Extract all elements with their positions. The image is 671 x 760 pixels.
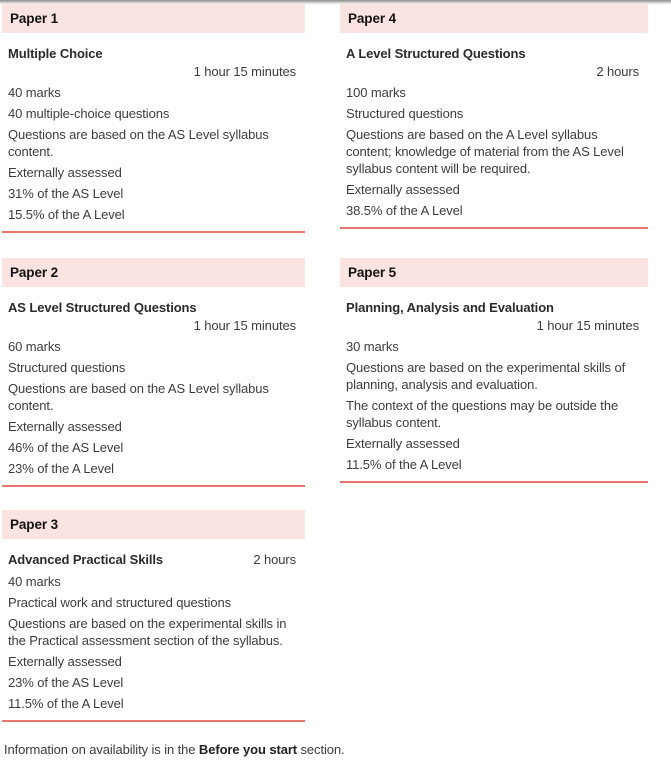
paper-detail-line: 31% of the AS Level xyxy=(8,186,124,201)
paper-detail-line: Questions are based on the experimental skills of planning, analysis and evaluation. xyxy=(346,360,626,392)
papers-grid xyxy=(2,4,648,722)
paper-detail-line: 11.5% of the A Level xyxy=(8,696,124,711)
paper-detail-line: Externally assessed xyxy=(8,419,122,434)
paper-detail-line: Questions are based on the A Level syllabus content; knowledge of material from the AS Level syllabus content will be required. xyxy=(346,127,624,176)
paper-card xyxy=(2,510,305,722)
paper-heading: Paper 1 xyxy=(10,11,59,26)
paper-divider-rule xyxy=(2,231,305,233)
paper-detail-line: Externally assessed xyxy=(346,436,460,451)
paper-detail-line: 60 marks xyxy=(8,339,61,354)
paper-card xyxy=(2,258,305,487)
paper-title: Planning, Analysis and Evaluation xyxy=(346,300,554,315)
paper-title-row xyxy=(346,298,639,317)
paper-duration: 1 hour 15 minutes xyxy=(193,318,296,333)
paper-detail-line: Externally assessed xyxy=(8,654,122,669)
paper-card xyxy=(2,4,305,233)
paper-detail-line: 30 marks xyxy=(346,339,399,354)
paper-detail-line: Questions are based on the experimental skills in the Practical assessment section of the syllabus. xyxy=(8,616,287,648)
paper-detail-line: 11.5% of the A Level xyxy=(346,457,462,472)
paper-title: A Level Structured Questions xyxy=(346,46,526,61)
paper-detail-line: 15.5% of the A Level xyxy=(8,207,125,222)
paper-detail-line: 38.5% of the A Level xyxy=(346,203,463,218)
paper-body xyxy=(340,33,648,219)
paper-detail-line: Externally assessed xyxy=(346,182,460,197)
paper-header xyxy=(2,4,305,33)
paper-detail-line: 100 marks xyxy=(346,85,406,100)
paper-detail-line: 40 multiple-choice questions xyxy=(8,106,170,121)
paper-divider-rule xyxy=(2,485,305,487)
paper-duration: 2 hours xyxy=(253,552,296,567)
paper-body xyxy=(340,287,648,473)
paper-detail-line: The context of the questions may be outside the syllabus content. xyxy=(346,398,619,430)
paper-detail-line: Externally assessed xyxy=(8,165,122,180)
paper-title: Advanced Practical Skills xyxy=(8,552,164,567)
paper-detail-line: 23% of the AS Level xyxy=(8,675,124,690)
paper-body xyxy=(2,287,305,477)
availability-note-suffix: section. xyxy=(297,742,345,757)
paper-detail-line: Structured questions xyxy=(346,106,464,121)
paper-detail-line: Questions are based on the AS Level syllabus content. xyxy=(8,381,269,413)
availability-note-prefix: Information on availability is in the xyxy=(4,742,199,757)
availability-note xyxy=(4,742,345,757)
paper-title-row xyxy=(346,44,639,63)
paper-title: Multiple Choice xyxy=(8,46,103,61)
paper-heading: Paper 3 xyxy=(10,517,59,532)
paper-detail-line: 46% of the AS Level xyxy=(8,440,124,455)
paper-divider-rule xyxy=(340,481,648,483)
paper-body xyxy=(2,539,305,712)
paper-header xyxy=(340,258,648,287)
paper-header xyxy=(340,4,648,33)
paper-title-row xyxy=(8,298,296,317)
paper-detail-line: Questions are based on the AS Level syllabus content. xyxy=(8,127,269,159)
paper-heading: Paper 5 xyxy=(348,265,397,280)
paper-header xyxy=(2,510,305,539)
paper-duration: 2 hours xyxy=(596,64,639,79)
paper-duration: 1 hour 15 minutes xyxy=(536,318,639,333)
paper-title: AS Level Structured Questions xyxy=(8,300,197,315)
paper-divider-rule xyxy=(2,720,305,722)
paper-heading: Paper 2 xyxy=(10,265,59,280)
paper-heading: Paper 4 xyxy=(348,11,397,26)
paper-divider-rule xyxy=(340,227,648,229)
paper-detail-line: 23% of the A Level xyxy=(8,461,114,476)
paper-card xyxy=(340,4,648,229)
paper-title-row xyxy=(8,550,296,569)
paper-duration: 1 hour 15 minutes xyxy=(193,64,296,79)
paper-title-row xyxy=(8,44,296,63)
paper-card xyxy=(340,258,648,483)
paper-detail-line: Practical work and structured questions xyxy=(8,595,231,610)
paper-detail-line: 40 marks xyxy=(8,85,61,100)
paper-detail-line: Structured questions xyxy=(8,360,126,375)
paper-detail-line: 40 marks xyxy=(8,574,61,589)
paper-body xyxy=(2,33,305,223)
paper-header xyxy=(2,258,305,287)
availability-note-bold: Before you start xyxy=(198,742,298,757)
